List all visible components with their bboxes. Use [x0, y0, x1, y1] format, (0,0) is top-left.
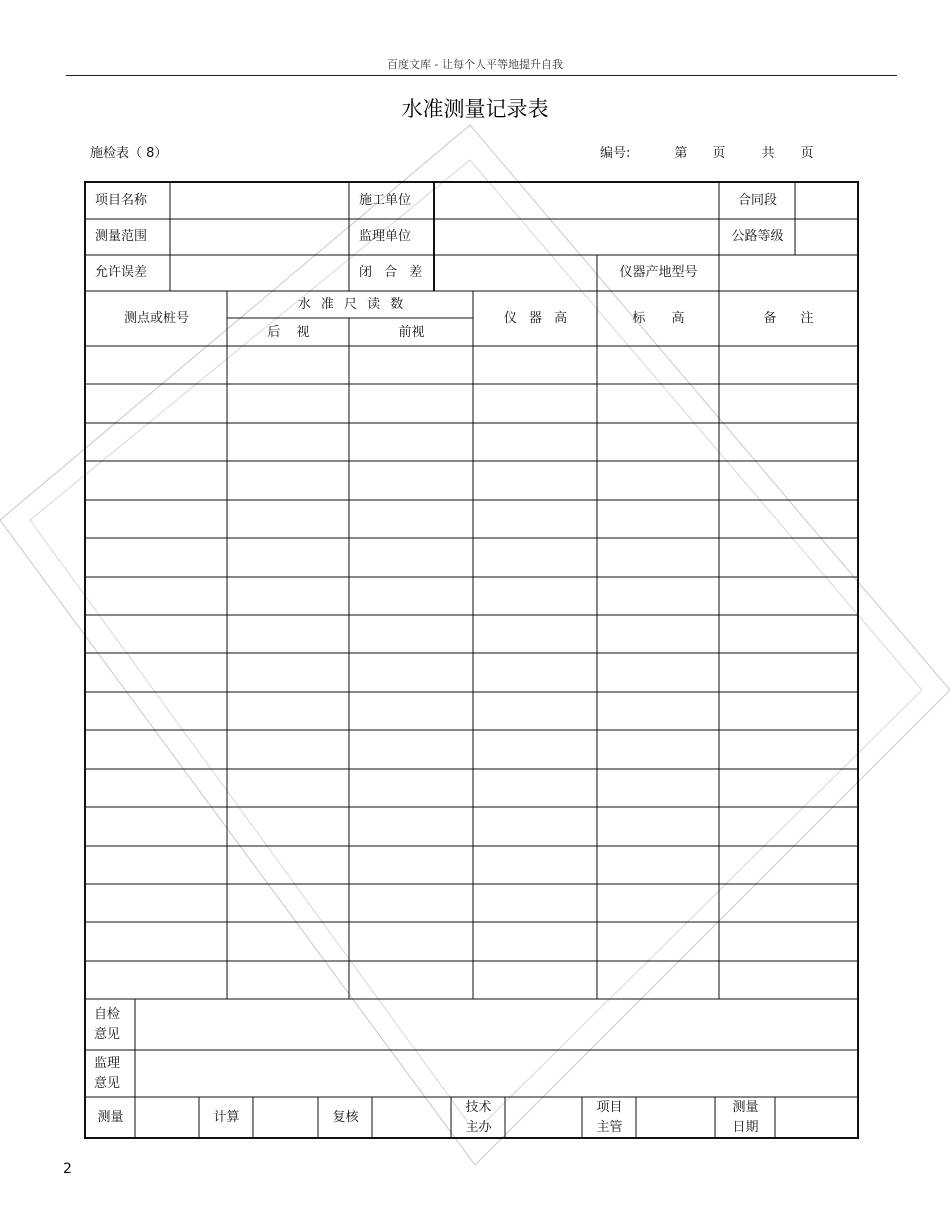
site-header: 百度文库 - 让每个人平等地提升自我	[387, 58, 563, 71]
label-review: 复核	[332, 1110, 359, 1125]
page-number: 2	[63, 1161, 72, 1177]
serial-label: 编号:	[600, 146, 631, 161]
field-tolerance[interactable]	[171, 255, 349, 291]
label-supervision-line2: 意见	[94, 1076, 121, 1091]
serial-page-suffix: 页	[800, 146, 814, 161]
header-foresight: 前视	[398, 324, 425, 340]
field-road-grade[interactable]	[796, 219, 857, 255]
header-elevation: 标 高	[632, 311, 685, 326]
label-survey-range: 测量范围	[95, 229, 148, 244]
field-supervision-opinion[interactable]	[136, 1051, 857, 1097]
field-project-manager[interactable]	[637, 1098, 715, 1138]
serial-page-mid: 页 共	[712, 146, 775, 161]
label-pm-line2: 主管	[596, 1120, 623, 1135]
header-backsight: 后 视	[267, 324, 310, 340]
document-title: 水准测量记录表	[401, 97, 549, 121]
header-rule	[66, 75, 897, 76]
label-contract-section: 合同段	[737, 193, 777, 208]
field-survey[interactable]	[136, 1098, 199, 1138]
label-supervision-line1: 监理	[94, 1056, 121, 1071]
field-instrument-model[interactable]	[720, 255, 857, 291]
label-supervision-opinion	[86, 1051, 135, 1097]
header-remarks: 备 注	[763, 311, 814, 326]
field-review[interactable]	[373, 1098, 451, 1138]
header-reading-group: 水 准 尺 读 数	[297, 297, 404, 312]
label-instrument-model: 仪器产地型号	[619, 265, 698, 280]
form-code: 施检表（ 8）	[90, 146, 168, 161]
field-self-check[interactable]	[136, 1000, 857, 1050]
label-tolerance: 允许误差	[95, 265, 148, 280]
label-calc: 计算	[213, 1110, 240, 1125]
field-project-name[interactable]	[171, 183, 349, 219]
field-survey-date[interactable]	[776, 1098, 857, 1138]
label-closure: 闭 合 差	[359, 265, 423, 280]
label-date-line1: 测量	[732, 1100, 759, 1115]
label-tech-line1: 技术	[465, 1100, 492, 1115]
field-calc[interactable]	[254, 1098, 318, 1138]
serial-page-prefix: 第	[674, 146, 688, 161]
serial-number	[600, 142, 814, 161]
label-tech-lead	[452, 1098, 505, 1138]
field-closure[interactable]	[436, 255, 597, 291]
label-self-check	[86, 1000, 135, 1050]
label-road-grade: 公路等级	[731, 229, 784, 244]
label-survey-date	[716, 1098, 775, 1138]
field-contract-section[interactable]	[796, 183, 857, 219]
label-project-manager	[583, 1098, 636, 1138]
field-contractor[interactable]	[436, 183, 719, 219]
label-self-check-line2: 意见	[94, 1027, 121, 1042]
label-tech-line2: 主办	[465, 1120, 492, 1135]
label-contractor: 施工单位	[359, 193, 412, 208]
label-date-line2: 日期	[732, 1120, 759, 1135]
field-survey-range[interactable]	[171, 219, 349, 255]
label-survey: 测量	[97, 1110, 124, 1125]
label-project-name: 项目名称	[95, 193, 148, 208]
header-station: 测点或桩号	[123, 311, 189, 326]
label-pm-line1: 项目	[596, 1100, 623, 1115]
label-supervisor: 监理单位	[359, 229, 412, 244]
field-supervisor[interactable]	[436, 219, 719, 255]
label-self-check-line1: 自检	[94, 1007, 121, 1022]
field-tech-lead[interactable]	[506, 1098, 582, 1138]
header-instrument-height: 仪 器 高	[503, 311, 568, 326]
